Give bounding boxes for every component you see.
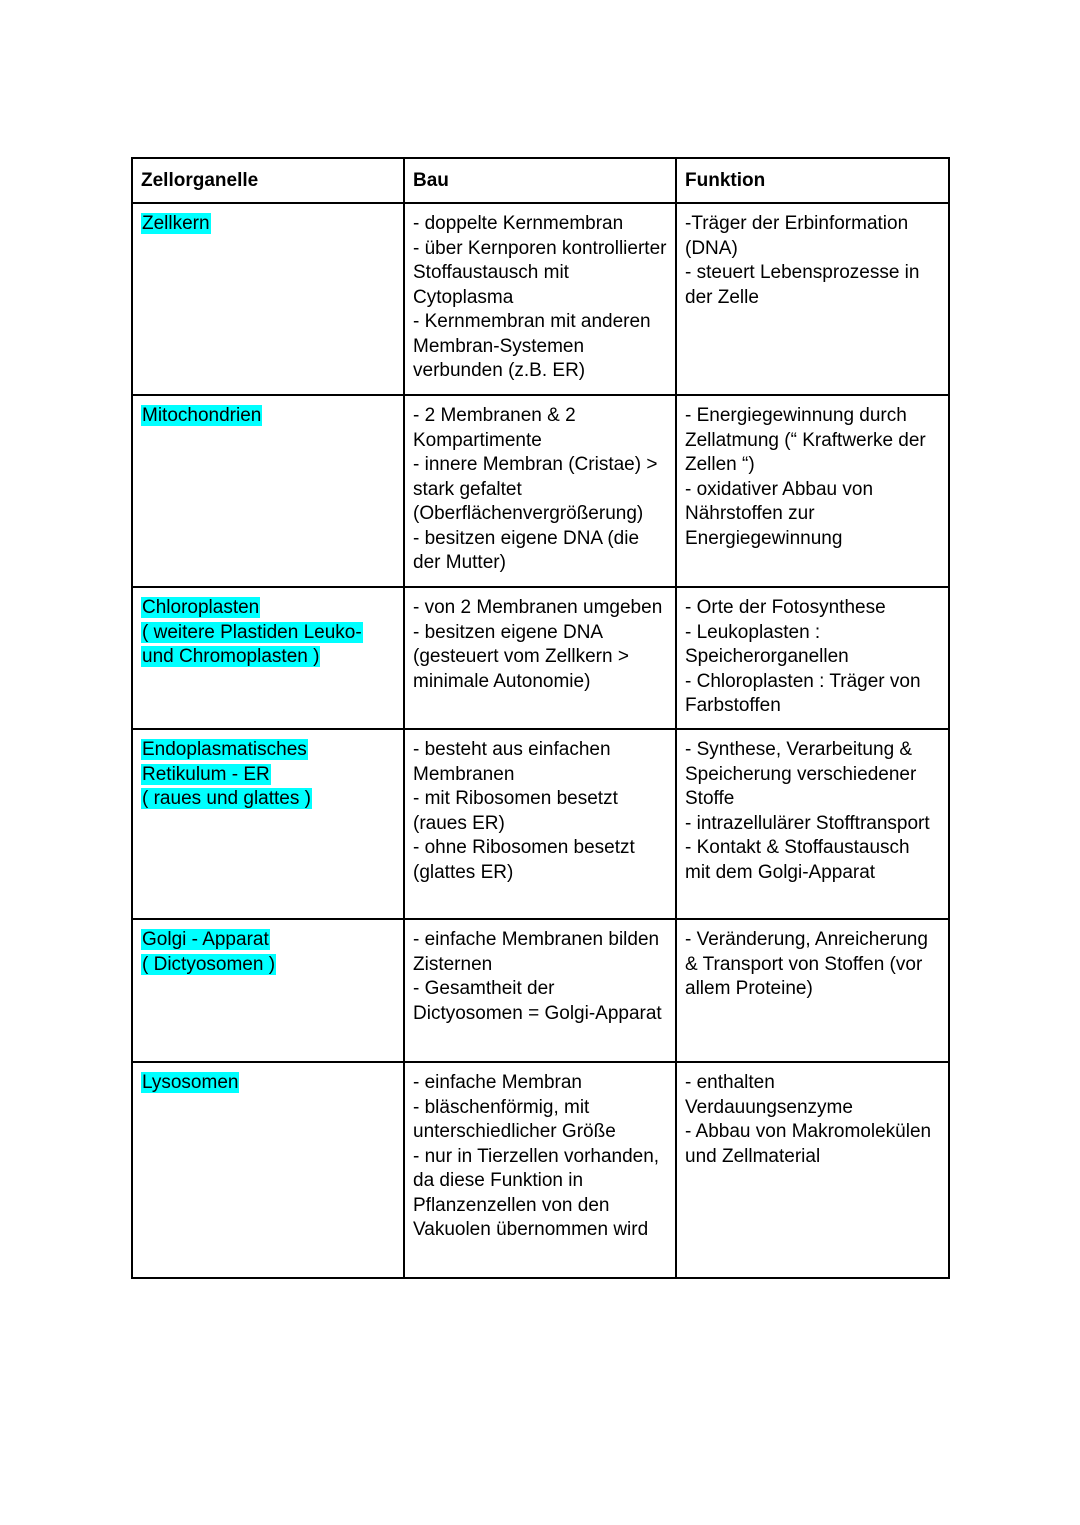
function-cell: - enthalten Verdauungsenzyme - Abbau von Makromolekülen und Zellmaterial: [676, 1062, 949, 1278]
table-row: [132, 587, 949, 729]
function-cell: - Energiegewinnung durch Zellatmung (“ Kraftwerke der Zellen “) - oxidativer Abbau von Nährstoffen zur Energiegewinnung: [676, 395, 949, 587]
organelle-table: [131, 157, 950, 1279]
organelle-cell: [132, 587, 404, 729]
function-cell: - Orte der Fotosynthese - Leukoplasten : Speicherorganellen - Chloroplasten : Träger von Farbstoffen: [676, 587, 949, 729]
structure-cell: - einfache Membran - bläschenförmig, mit unterschiedlicher Größe - nur in Tierzellen vorhanden, da diese Funktion in Pflanzenzellen von den Vakuolen übernommen wird: [404, 1062, 676, 1278]
organelle-name: Zellkern: [142, 213, 210, 234]
organelle-name: Mitochondrien: [142, 405, 262, 426]
function-cell: - Synthese, Verarbeitung & Speicherung verschiedener Stoffe - intrazellulärer Stofftransport - Kontakt & Stoffaustausch mit dem Golgi-Apparat: [676, 729, 949, 919]
organelle-name: Lysosomen: [142, 1072, 239, 1093]
organelle-name: Golgi - Apparat ( Dictyosomen ): [142, 929, 276, 975]
table-row: [132, 395, 949, 587]
structure-cell: - besteht aus einfachen Membranen - mit Ribosomen besetzt (raues ER) - ohne Ribosomen besetzt (glattes ER): [404, 729, 676, 919]
table-row: [132, 919, 949, 1062]
table-row: [132, 1062, 949, 1278]
structure-cell: - 2 Membranen & 2 Kompartimente - innere Membran (Cristae) > stark gefaltet (Oberflächenvergrößerung) - besitzen eigene DNA (die der Mutter): [404, 395, 676, 587]
organelle-cell: [132, 203, 404, 395]
table-row: [132, 203, 949, 395]
table-row: [132, 729, 949, 919]
organelle-cell: [132, 919, 404, 1062]
structure-cell: - doppelte Kernmembran - über Kernporen kontrollierter Stoffaustausch mit Cytoplasma - Kernmembran mit anderen Membran-Systemen verbunden (z.B. ER): [404, 203, 676, 395]
header-cell-structure: Bau: [404, 158, 676, 203]
header-cell-function: Funktion: [676, 158, 949, 203]
function-cell: - Veränderung, Anreicherung & Transport von Stoffen (vor allem Proteine): [676, 919, 949, 1062]
organelle-cell: [132, 1062, 404, 1278]
function-cell: -Träger der Erbinformation (DNA) - steuert Lebensprozesse in der Zelle: [676, 203, 949, 395]
table-header-row: [132, 158, 949, 203]
organelle-name: Chloroplasten ( weitere Plastiden Leuko- und Chromoplasten ): [142, 597, 362, 667]
organelle-cell: [132, 395, 404, 587]
structure-cell: - von 2 Membranen umgeben - besitzen eigene DNA (gesteuert vom Zellkern > minimale Autonomie): [404, 587, 676, 729]
organelle-cell: [132, 729, 404, 919]
structure-cell: - einfache Membranen bilden Zisternen - Gesamtheit der Dictyosomen = Golgi-Apparat: [404, 919, 676, 1062]
header-cell-organelle: Zellorganelle: [132, 158, 404, 203]
organelle-name: Endoplasmatisches Retikulum - ER ( raues und glattes ): [142, 739, 311, 809]
